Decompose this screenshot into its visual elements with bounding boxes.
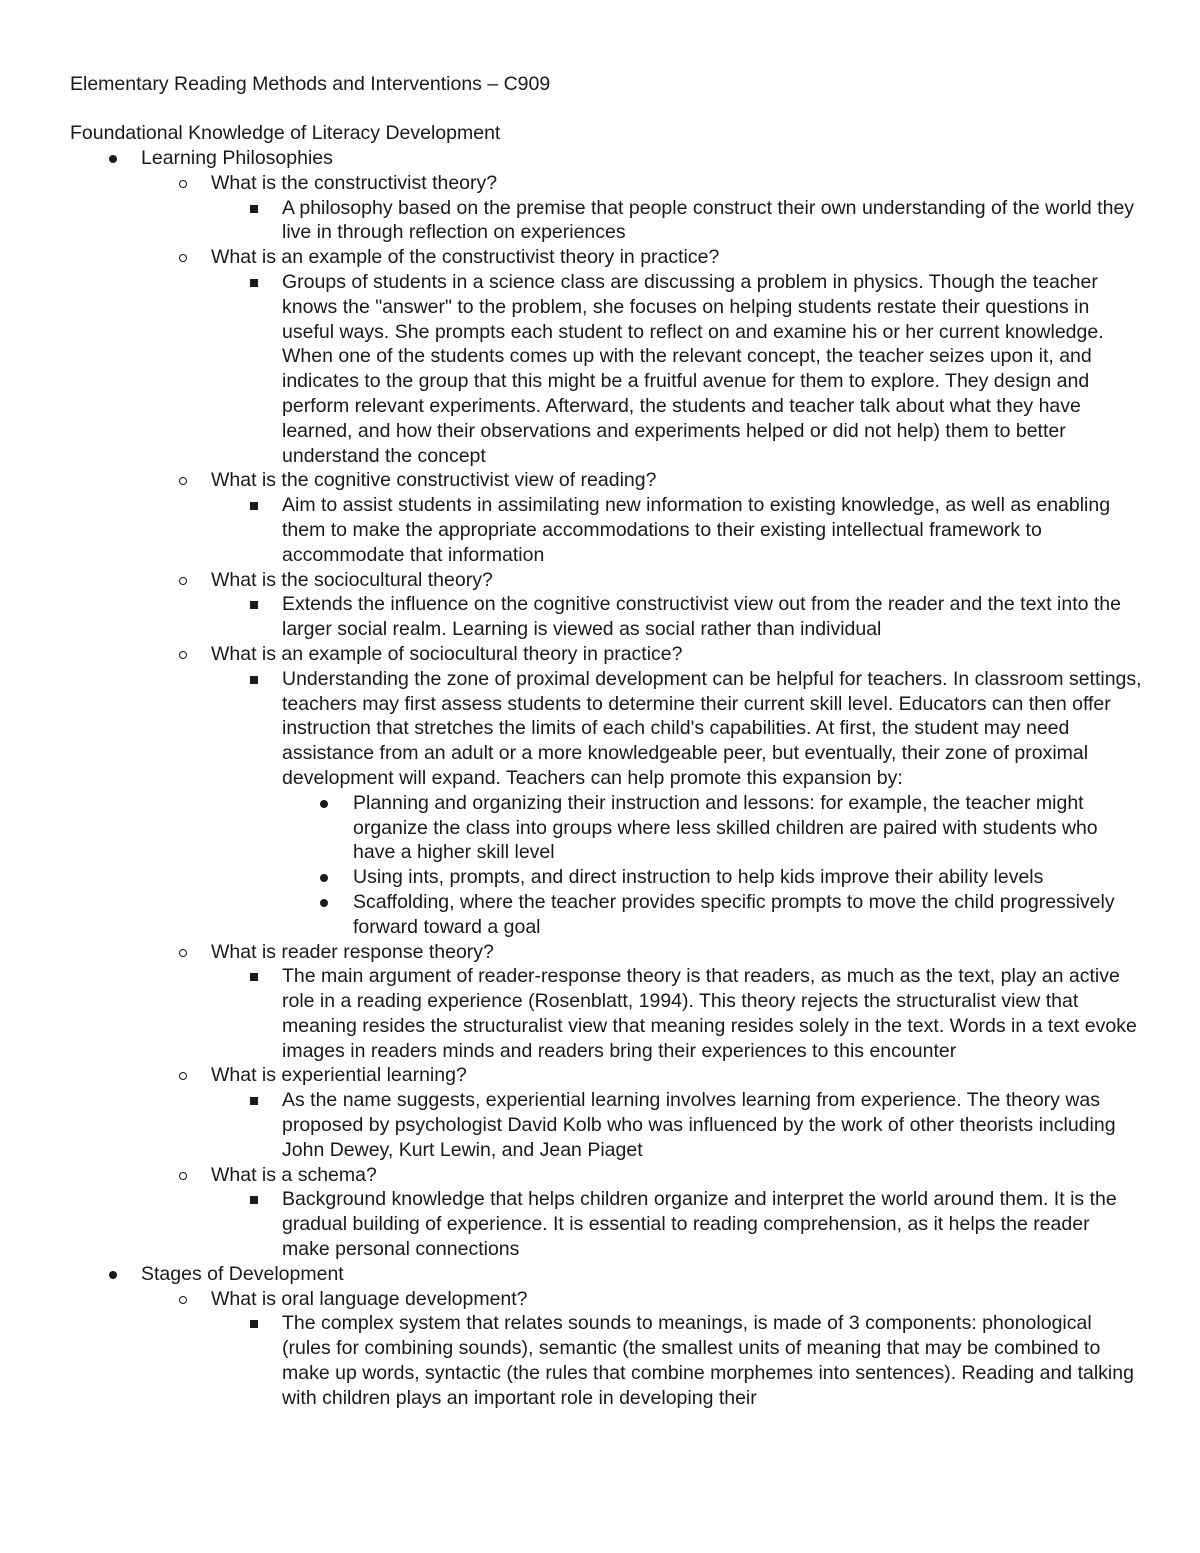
answer-text: Background knowledge that helps children organize and interpret the world around them. It is the gradual building of experience. It is essential to reading comprehension, as it helps the reader make personal connections xyxy=(282,1188,1117,1261)
outline-heading-stages-of-development xyxy=(0,1262,1200,1287)
disc-bullet-icon xyxy=(320,899,328,907)
circle-bullet-icon xyxy=(179,254,187,262)
circle-bullet-icon xyxy=(179,1172,187,1180)
question-constructivist-example xyxy=(0,245,1200,270)
question-experiential-learning xyxy=(0,1063,1200,1088)
list-item-text: Scaffolding, where the teacher provides specific prompts to move the child progressively forward toward a goal xyxy=(353,890,1115,938)
question-sociocultural-theory xyxy=(0,568,1200,593)
question-text: What is the sociocultural theory? xyxy=(211,568,493,591)
question-text: What is oral language development? xyxy=(211,1287,528,1310)
square-bullet-icon xyxy=(250,502,258,510)
list-item xyxy=(0,791,1143,865)
answer-cognitive-constructivist xyxy=(0,493,1142,567)
square-bullet-icon xyxy=(250,279,258,287)
disc-bullet-icon xyxy=(320,800,328,808)
answer-text: The main argument of reader-response theory is that readers, as much as the text, play an active role in a reading experience (Rosenblatt, 1994). This theory rejects the structuralist view that meaning resides the structuralist view that meaning resides solely in the text. Words in a text evoke images in readers minds and readers bring their experiences to this encounter xyxy=(282,965,1137,1062)
answer-text: Aim to assist students in assimilating new information to existing knowledge, as well as enabling them to make the appropriate accommodations to their existing intellectual framework to accommodate that information xyxy=(282,494,1111,566)
disc-bullet-icon xyxy=(109,155,117,163)
heading-text: Stages of Development xyxy=(141,1262,344,1285)
answer-text: The complex system that relates sounds to meanings, is made of 3 components: phonological (rules for combining sounds), semantic (the smallest units of meaning that may be combined to make up words, syntactic (the rules that combine morphemes into sentences). Reading and talking with children plays an important role in developing their xyxy=(282,1312,1134,1409)
question-oral-language xyxy=(0,1287,1200,1312)
answer-constructivist-theory xyxy=(0,196,1142,246)
square-bullet-icon xyxy=(250,676,258,684)
answer-text: Extends the influence on the cognitive constructivist view out from the reader and the text into the larger social realm. Learning is viewed as social rather than individual xyxy=(282,593,1121,641)
question-text: What is reader response theory? xyxy=(211,940,494,963)
answer-experiential-learning xyxy=(0,1088,1142,1162)
list-item xyxy=(0,865,1143,890)
list-item-text: Using ints, prompts, and direct instruction to help kids improve their ability levels xyxy=(353,866,1044,889)
heading-text: Learning Philosophies xyxy=(141,147,333,169)
square-bullet-icon xyxy=(250,1196,258,1204)
answer-text: Understanding the zone of proximal development can be helpful for teachers. In classroom settings, teachers may first assess students to determine their current skill level. Educators can then offer instruction that stretches the limits of each child's capabilities. At first, the student may need assistance from an adult or a more knowledgeable peer, but eventually, their zone of proximal development will expand. Teachers can help promote this expansion by: xyxy=(282,667,1142,789)
list-item xyxy=(0,890,1143,940)
circle-bullet-icon xyxy=(179,477,187,485)
circle-bullet-icon xyxy=(179,1296,187,1304)
question-cognitive-constructivist xyxy=(0,468,1200,493)
answer-text: As the name suggests, experiential learning involves learning from experience. The theory was proposed by psychologist David Kolb who was influenced by the work of other theorists including John Dewey, Kurt Lewin, and Jean Piaget xyxy=(282,1089,1116,1161)
circle-bullet-icon xyxy=(179,949,187,957)
question-constructivist-theory xyxy=(0,171,1200,196)
list-item-text: Planning and organizing their instruction and lessons: for example, the teacher might organize the class into groups where less skilled children are paired with students who have a higher skill level xyxy=(353,791,1098,864)
question-schema xyxy=(0,1163,1200,1188)
question-sociocultural-example xyxy=(0,642,1200,667)
circle-bullet-icon xyxy=(179,1072,187,1080)
question-text: What is a schema? xyxy=(211,1163,377,1186)
square-bullet-icon xyxy=(250,973,258,981)
question-text: What is an example of the constructivist theory in practice? xyxy=(211,246,720,269)
section-title: Foundational Knowledge of Literacy Development xyxy=(70,122,501,144)
circle-bullet-icon xyxy=(179,651,187,659)
square-bullet-icon xyxy=(250,205,258,213)
answer-reader-response xyxy=(0,964,1142,1063)
circle-bullet-icon xyxy=(179,180,187,188)
document-title: Elementary Reading Methods and Interventions – C909 xyxy=(70,73,551,95)
disc-bullet-icon xyxy=(320,874,328,882)
question-text: What is the constructivist theory? xyxy=(211,171,498,194)
square-bullet-icon xyxy=(250,1320,258,1328)
disc-bullet-icon xyxy=(109,1271,117,1279)
answer-text: A philosophy based on the premise that people construct their own understanding of the world they live in through reflection on experiences xyxy=(282,196,1135,244)
answer-schema xyxy=(0,1187,1142,1261)
square-bullet-icon xyxy=(250,1097,258,1105)
outline-heading-learning-philosophies xyxy=(0,146,1200,171)
square-bullet-icon xyxy=(250,601,258,609)
answer-sociocultural-example xyxy=(0,667,1142,791)
answer-sociocultural-theory xyxy=(0,592,1142,642)
answer-constructivist-example xyxy=(0,270,1142,468)
question-reader-response xyxy=(0,940,1200,965)
outline xyxy=(0,146,1200,1411)
answer-text: Groups of students in a science class are discussing a problem in physics. Though the teacher knows the "answer" to the problem, she focuses on helping students restate their questions in useful ways. She prompts each student to reflect on and examine his or her current knowledge. When one of the students comes up with the relevant concept, the teacher seizes upon it, and indicates to the group that this might be a fruitful avenue for them to explore. They design and perform relevant experiments. Afterward, the students and teacher talk about what they have learned, and how their observations and experiments helped or did not help) them to better understand the concept xyxy=(282,270,1104,467)
question-text: What is the cognitive constructivist view of reading? xyxy=(211,469,657,492)
answer-oral-language xyxy=(0,1311,1142,1410)
question-text: What is experiential learning? xyxy=(211,1064,467,1087)
circle-bullet-icon xyxy=(179,577,187,585)
question-text: What is an example of sociocultural theory in practice? xyxy=(211,642,683,665)
